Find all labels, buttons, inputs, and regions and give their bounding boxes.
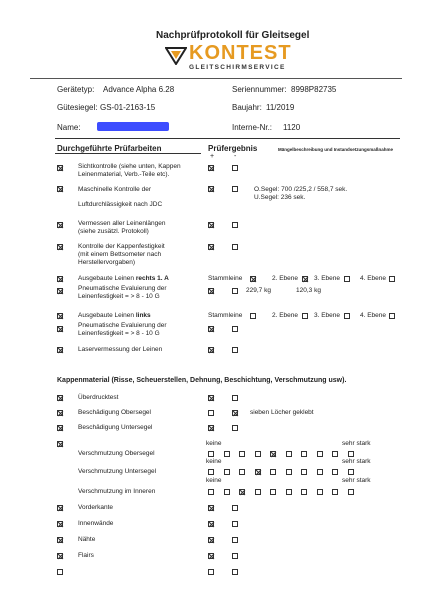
k4-keine: keine	[206, 440, 222, 447]
row2-text-b: Luftdurchlässigkeit nach JDC	[78, 201, 163, 208]
k2-text: Beschädigung Obersegel	[78, 409, 151, 416]
row7-ebene3-label: 3. Ebene	[314, 312, 341, 319]
k4-sehr-stark: sehr stark	[342, 440, 371, 447]
row9-text: Laservermessung der Leinen	[78, 346, 163, 353]
row8-plus-checkbox[interactable]	[208, 326, 214, 332]
k6-scale-box-3[interactable]	[239, 489, 245, 495]
plus-heading: +	[210, 153, 215, 160]
k6-scale-box-5[interactable]	[270, 489, 276, 495]
row7-text-bold: links	[135, 312, 151, 319]
k6-scale-box-2[interactable]	[224, 489, 230, 495]
row7-stammleine-checkbox[interactable]	[250, 313, 256, 319]
row4-text-c: Herstellervorgaben)	[78, 259, 136, 266]
guetesiegel-value: GS-01-2163-15	[100, 103, 156, 112]
kappen-heading: Kappenmaterial (Risse, Scheuerstellen, Dehnung, Beschichtung, Verschmutzung usw).	[57, 377, 347, 384]
row1-checkbox[interactable]	[57, 165, 63, 171]
k1-minus-checkbox[interactable]	[232, 395, 238, 401]
k2-note: sieben Löcher geklebt	[250, 409, 314, 416]
row2-minus-checkbox[interactable]	[232, 186, 238, 192]
k4-scale-box-4[interactable]	[255, 451, 261, 457]
row6-text: Pneumatische Evaluierung der	[78, 285, 167, 292]
seriennummer-label: Seriennummer:	[232, 85, 287, 94]
k8-minus-checkbox[interactable]	[232, 521, 238, 527]
k5-scale-box-7[interactable]	[301, 469, 307, 475]
row5-stammleine-label: Stammleine	[208, 275, 243, 282]
k10-plus-checkbox[interactable]	[208, 553, 214, 559]
row6-value-2: 120,3 kg	[296, 287, 321, 294]
name-redaction	[97, 122, 169, 131]
interne-label: Interne-Nr.:	[232, 123, 273, 132]
row4-plus-checkbox[interactable]	[208, 244, 214, 250]
row6-checkbox[interactable]	[57, 288, 63, 294]
name-label: Name:	[57, 123, 81, 132]
geraetetyp-value: Advance Alpha 6.28	[103, 85, 175, 94]
k4-scale-box-10[interactable]	[348, 451, 354, 457]
k3-text: Beschädigung Untersegel	[78, 424, 153, 431]
k4-scale-box-5[interactable]	[270, 451, 276, 457]
row2-plus-checkbox[interactable]	[208, 186, 214, 192]
k7-plus-checkbox[interactable]	[208, 505, 214, 511]
k6-sehr-stark: sehr stark	[342, 477, 371, 484]
header-rule	[30, 78, 402, 79]
row3-plus-checkbox[interactable]	[208, 222, 214, 228]
row5-checkbox[interactable]	[57, 276, 63, 282]
k11-minus-checkbox[interactable]	[232, 569, 238, 575]
k6-scale-box-6[interactable]	[286, 489, 292, 495]
row2-note-a: O.Segel: 700 /225,2 / 558,7 sek.	[254, 186, 348, 193]
k6-scale-box-7[interactable]	[301, 489, 307, 495]
k10-checkbox[interactable]	[57, 553, 63, 559]
k5-scale-box-3[interactable]	[239, 469, 245, 475]
baujahr-value: 11/2019	[266, 103, 295, 112]
meta-rule	[55, 138, 400, 139]
k5-scale-box-1[interactable]	[208, 469, 214, 475]
k7-text: Vorderkante	[78, 504, 114, 511]
k2-plus-checkbox[interactable]	[208, 410, 214, 416]
row8-text: Pneumatische Evaluierung der	[78, 322, 167, 329]
row9-checkbox[interactable]	[57, 347, 63, 353]
k5-keine: keine	[206, 458, 222, 465]
row5-ebene3-label: 3. Ebene	[314, 275, 341, 282]
row5-stammleine-checkbox[interactable]	[250, 276, 256, 282]
row5-ebene2-label: 2. Ebene	[272, 275, 299, 282]
durchgefuehrte-heading: Durchgeführte Prüfarbeiten	[57, 144, 162, 153]
row3-text-b: (siehe zusätzl. Protokoll)	[78, 228, 149, 235]
k3-minus-checkbox[interactable]	[232, 425, 238, 431]
k9-minus-checkbox[interactable]	[232, 537, 238, 543]
row1-plus-checkbox[interactable]	[208, 165, 214, 171]
row3-checkbox[interactable]	[57, 222, 63, 228]
k10-text: Flairs	[78, 552, 94, 559]
row5-ebene2-checkbox[interactable]	[302, 276, 308, 282]
k4-scale-box-7[interactable]	[301, 451, 307, 457]
row7-ebene3-checkbox[interactable]	[344, 313, 350, 319]
k11-plus-checkbox[interactable]	[208, 569, 214, 575]
row4-minus-checkbox[interactable]	[232, 244, 238, 250]
row4-checkbox[interactable]	[57, 244, 63, 250]
k6-keine: keine	[206, 477, 222, 484]
k5-scale-box-8[interactable]	[317, 469, 323, 475]
k2-minus-checkbox[interactable]	[232, 410, 238, 416]
row5-ebene4-label: 4. Ebene	[360, 275, 387, 282]
k9-checkbox[interactable]	[57, 537, 63, 543]
row5-ebene4-checkbox[interactable]	[389, 276, 395, 282]
row7-text-pre: Ausgebaute Leinen	[78, 312, 136, 319]
row1-text: Sichtkontrolle (siehe unten, Kappen	[78, 163, 181, 170]
page-title: Nachprüfprotokoll für Gleitsegel	[156, 30, 310, 41]
k1-checkbox[interactable]	[57, 395, 63, 401]
k4-scale-box-9[interactable]	[332, 451, 338, 457]
k6-text: Verschmutzung im Inneren	[78, 488, 156, 495]
k1-text: Überdrucktest	[78, 394, 119, 401]
k4-scale-box-2[interactable]	[224, 451, 230, 457]
row1-minus-checkbox[interactable]	[232, 165, 238, 171]
row8-text-b: Leinenfestigkeit = > 8 - 10 G	[78, 330, 160, 337]
geraetetyp-label: Gerätetyp:	[57, 85, 95, 94]
column-rule	[55, 153, 201, 154]
row3-text: Vermessen aller Leinenlängen	[78, 220, 166, 227]
pruefergebnis-heading: Prüfergebnis	[208, 144, 258, 153]
guetesiegel-label: Gütesiegel:	[57, 103, 98, 112]
k9-text: Nähte	[78, 536, 96, 543]
row5-text-post: 1. A	[155, 275, 169, 282]
k4-scale-box-1[interactable]	[208, 451, 214, 457]
row7-stammleine-label: Stammleine	[208, 312, 243, 319]
k8-plus-checkbox[interactable]	[208, 521, 214, 527]
k5-scale-box-5[interactable]	[270, 469, 276, 475]
row7-text	[78, 312, 151, 320]
minus-heading: -	[234, 153, 237, 160]
logo-icon	[165, 47, 187, 65]
k5-scale-box-9[interactable]	[332, 469, 338, 475]
row7-ebene4-label: 4. Ebene	[360, 312, 387, 319]
row5-text-bold: rechts	[135, 275, 156, 282]
k6-scale-box-10[interactable]	[348, 489, 354, 495]
row2-note-b: U.Segel: 236 sek.	[254, 194, 306, 201]
interne-value: 1120	[283, 123, 301, 132]
k5-scale-box-10[interactable]	[348, 469, 354, 475]
row9-minus-checkbox[interactable]	[232, 347, 238, 353]
row5-text-pre: Ausgebaute Leinen	[78, 275, 136, 282]
baujahr-label: Baujahr:	[232, 103, 262, 112]
k6-scale-box-8[interactable]	[317, 489, 323, 495]
k5-scale-box-2[interactable]	[224, 469, 230, 475]
row6-minus-checkbox[interactable]	[232, 288, 238, 294]
k4-text: Verschmutzung Obersegel	[78, 450, 155, 457]
k4-scale-box-8[interactable]	[317, 451, 323, 457]
k9-plus-checkbox[interactable]	[208, 537, 214, 543]
row8-checkbox[interactable]	[57, 326, 63, 332]
row2-text: Maschinelle Kontrolle der	[78, 186, 151, 193]
row2-checkbox[interactable]	[57, 186, 63, 192]
k7-checkbox[interactable]	[57, 505, 63, 511]
k10-minus-checkbox[interactable]	[232, 553, 238, 559]
k5-text: Verschmutzung Untersegel	[78, 468, 157, 475]
row6-text-b: Leinenfestigkeit = > 8 - 10 G	[78, 293, 160, 300]
k5-scale-box-6[interactable]	[286, 469, 292, 475]
row7-checkbox[interactable]	[57, 313, 63, 319]
maengel-heading: Mängelbeschreibung und Instandsetzungsmaßnahme	[278, 147, 394, 152]
k11-checkbox[interactable]	[57, 569, 63, 575]
seriennummer-value: 8998P82735	[291, 85, 337, 94]
k5-sehr-stark: sehr stark	[342, 458, 371, 465]
k8-checkbox[interactable]	[57, 521, 63, 527]
k3-checkbox[interactable]	[57, 425, 63, 431]
row5-text	[78, 275, 169, 283]
k4-checkbox[interactable]	[57, 441, 63, 447]
row4-text-b: (mit einem Bettsometer nach	[78, 251, 162, 258]
k4-scale-box-3[interactable]	[239, 451, 245, 457]
k5-scale-box-4[interactable]	[255, 469, 261, 475]
row6-value-1: 229,7 kg	[246, 287, 271, 294]
k6-scale-box-1[interactable]	[208, 489, 214, 495]
row5-ebene3-checkbox[interactable]	[344, 276, 350, 282]
k1-plus-checkbox[interactable]	[208, 395, 214, 401]
row6-plus-checkbox[interactable]	[208, 288, 214, 294]
k3-plus-checkbox[interactable]	[208, 425, 214, 431]
k2-checkbox[interactable]	[57, 410, 63, 416]
logo-subtitle: GLEITSCHIRMSERVICE	[189, 64, 286, 71]
row1-text-b: Leinenmaterial, Verb.-Teile etc).	[78, 171, 170, 178]
k8-text: Innenwände	[78, 520, 114, 527]
kontest-logo	[165, 42, 300, 74]
row4-text: Kontrolle der Kappenfestigkeit	[78, 243, 165, 250]
logo-text: KONTEST	[189, 42, 292, 64]
row7-ebene4-checkbox[interactable]	[389, 313, 395, 319]
row7-ebene2-checkbox[interactable]	[302, 313, 308, 319]
k6-scale-box-4[interactable]	[255, 489, 261, 495]
row9-plus-checkbox[interactable]	[208, 347, 214, 353]
row3-minus-checkbox[interactable]	[232, 222, 238, 228]
k7-minus-checkbox[interactable]	[232, 505, 238, 511]
row7-ebene2-label: 2. Ebene	[272, 312, 299, 319]
row8-minus-checkbox[interactable]	[232, 326, 238, 332]
k6-scale-box-9[interactable]	[332, 489, 338, 495]
k4-scale-box-6[interactable]	[286, 451, 292, 457]
